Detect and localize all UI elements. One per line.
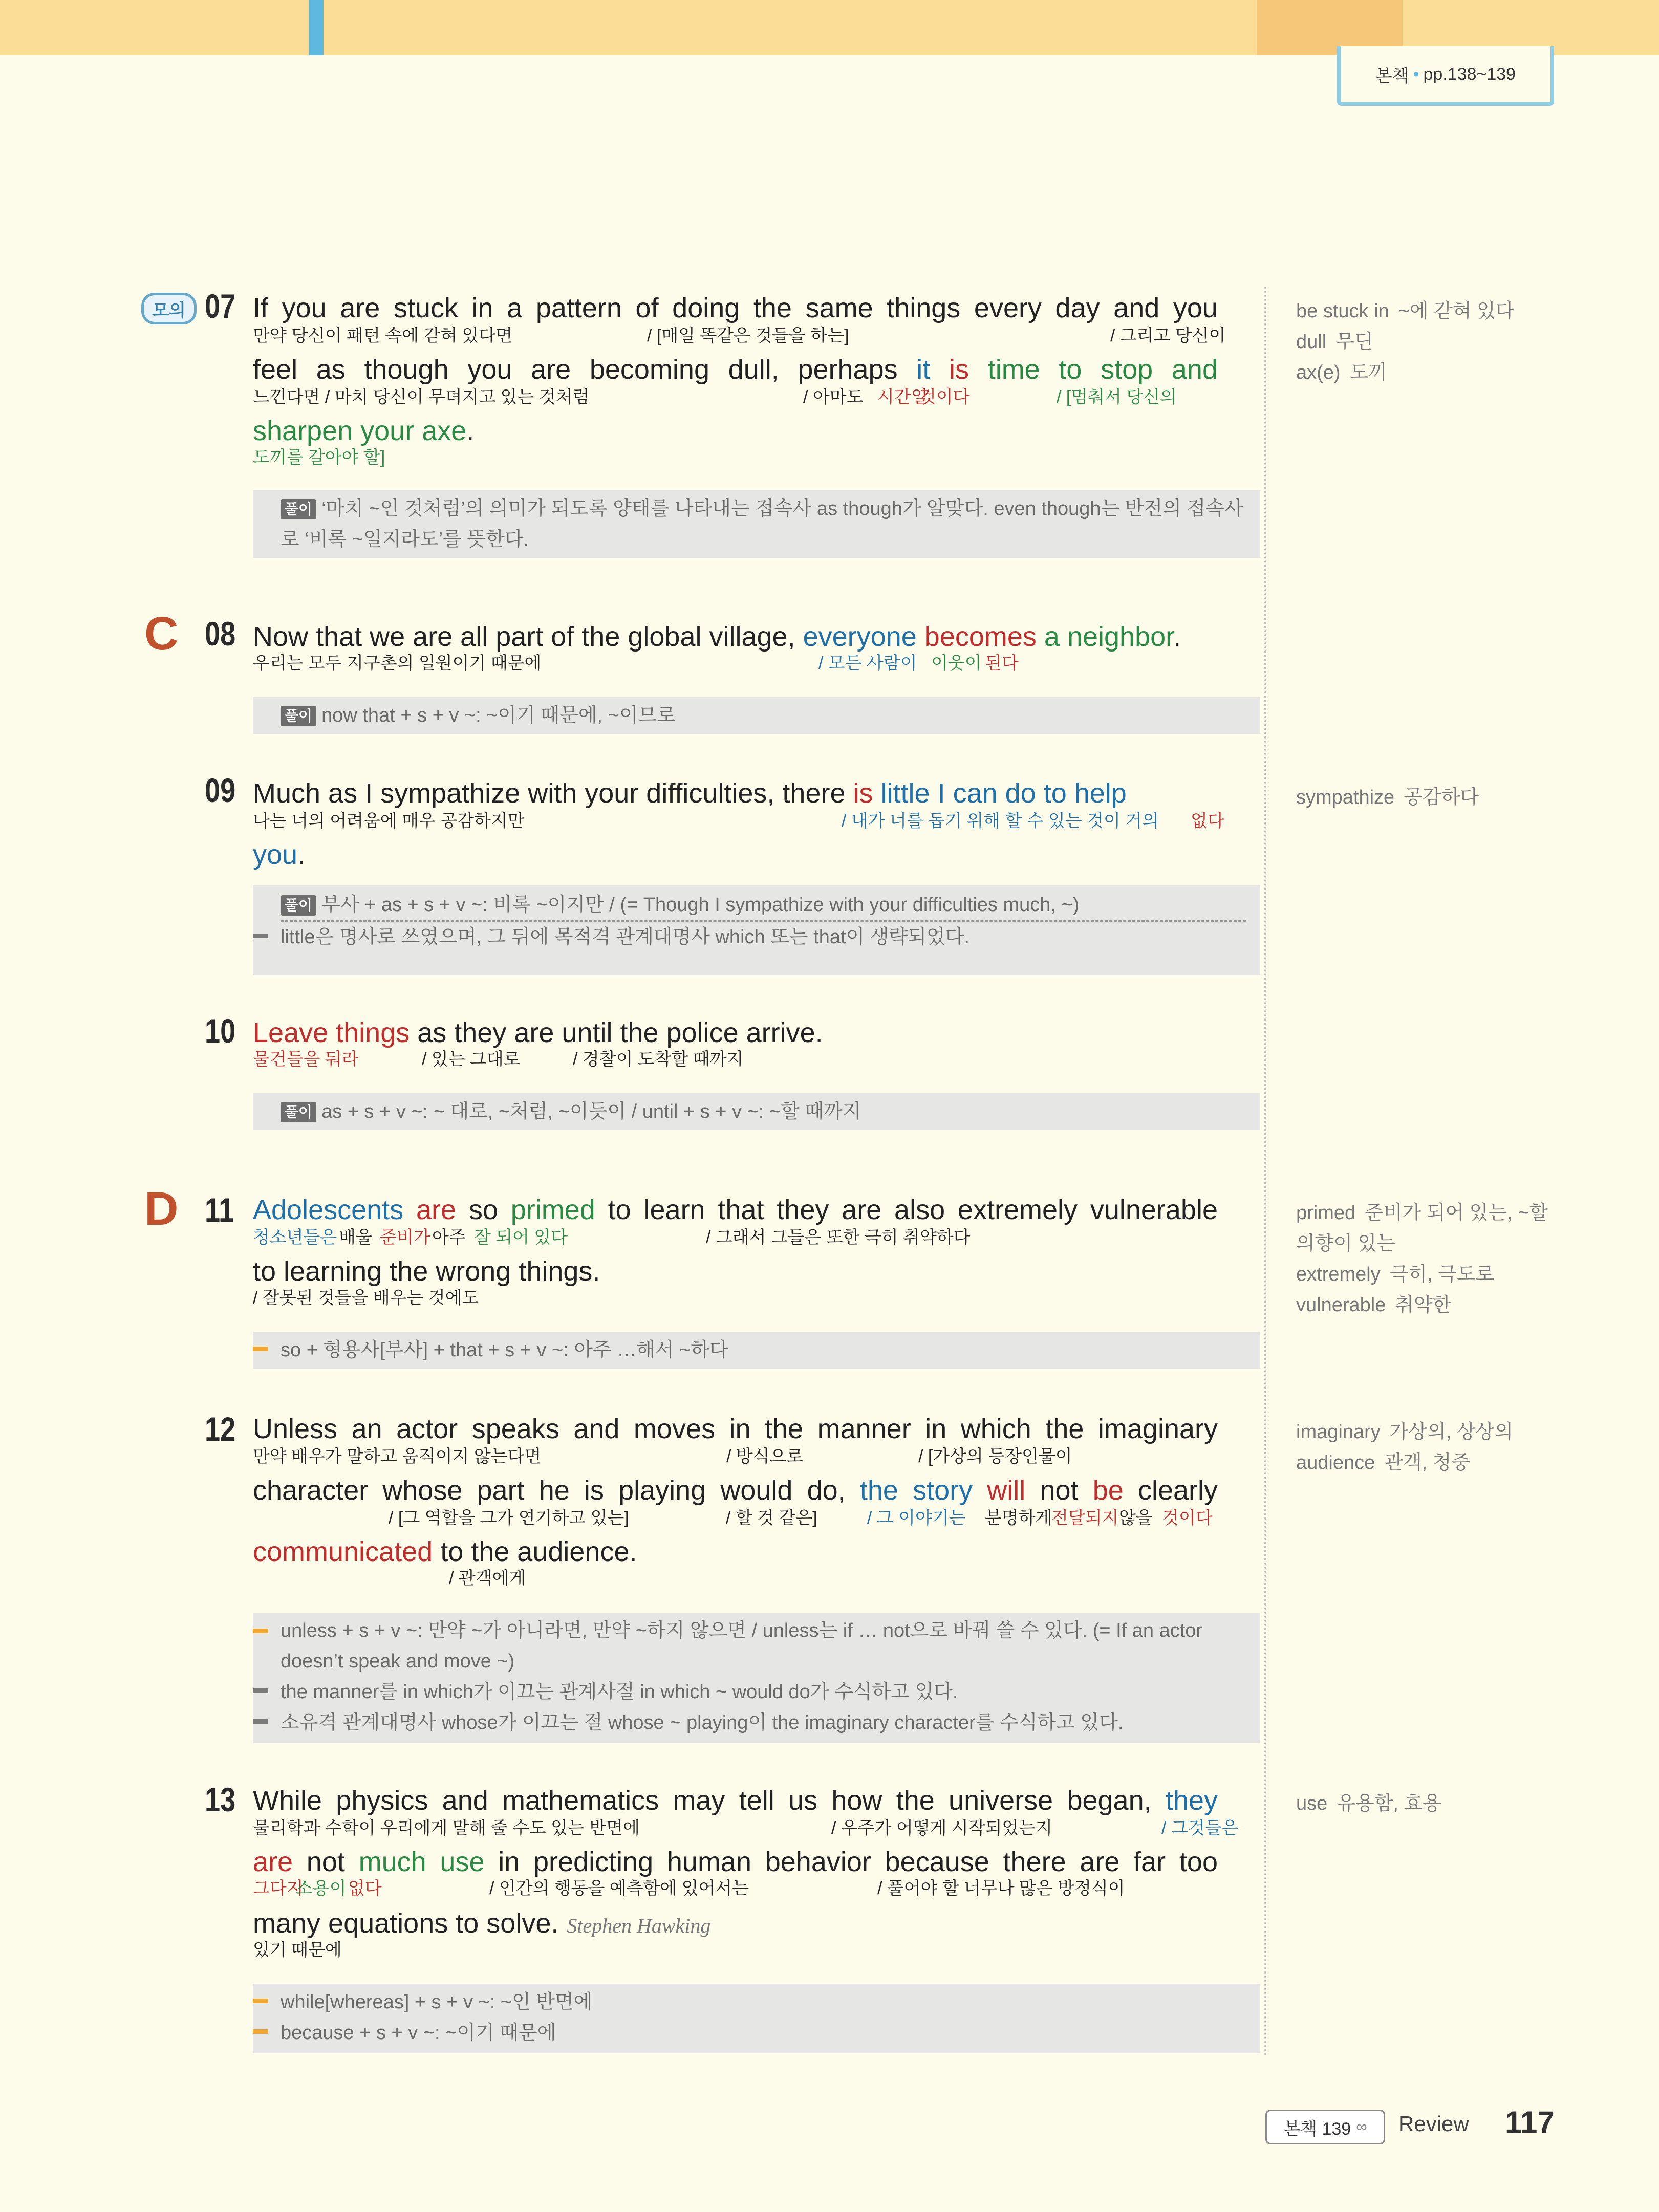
note-11: so + 형용사[부사] + that + s + v ~: 아주 …해서 ~하다 bbox=[253, 1332, 1260, 1369]
note-badge: 풀이 bbox=[281, 499, 316, 519]
note-12: unless + s + v ~: 만약 ~가 아니라면, 만약 ~하지 않으면 / unless는 if … not으로 바꿔 쓸 수 있다. (= If an actor doesn’t speak and move ~) the manner를 in which가 이끄는 관계사절 in which ~ would do가 수식하고 있다. 소유격 관계대명사 whose가 이끄는 절 whose ~ playing이 the imaginary character를 수식하고 있다. bbox=[253, 1613, 1260, 1743]
sentence-13-line2: are not much use in predicting human behavior because there are far too bbox=[253, 1847, 1218, 1877]
sentence-10: Leave things as they are until the police arrive. bbox=[253, 1017, 823, 1048]
bullet-bar bbox=[253, 1688, 268, 1693]
translation-09: 나는 너의 어려움에 매우 공감하지만 / 내가 너를 돕기 위해 할 수 있는 것이 거의 없다 bbox=[253, 811, 1224, 831]
footer-review-label: Review bbox=[1398, 2112, 1469, 2136]
vocab-07: be stuck in ~에 갇혀 있다 dull 무딘 ax(e) 도끼 bbox=[1296, 300, 1515, 383]
translation-13-line2: 그다지 소용이 없다 / 인간의 행동을 예측함에 있어서는 / 풀어야 할 너무나 많은 방정식이 bbox=[253, 1879, 1125, 1898]
translation-11-line2: / 잘못된 것들을 배우는 것에도 bbox=[253, 1288, 479, 1308]
sentence-12-line1: Unless an actor speaks and moves in the manner in which the imaginary bbox=[253, 1414, 1218, 1444]
sentence-11-line1: Adolescents are so primed to learn that they are also extremely vulnerable bbox=[253, 1195, 1218, 1225]
page-number: 117 bbox=[1505, 2105, 1555, 2139]
translation-13-line1: 물리학과 수학이 우리에게 말해 줄 수도 있는 반면에 / 우주가 어떻게 시작되었는지 / 그것들은 bbox=[253, 1818, 1239, 1838]
translation-11-line1: 청소년들은 배울 준비가 아주 잘 되어 있다 / 그래서 그들은 또한 극히 취약하다 bbox=[253, 1228, 971, 1247]
item-number-08: 08 bbox=[205, 615, 236, 653]
bullet-bar bbox=[253, 1719, 268, 1724]
note-badge: 풀이 bbox=[281, 1102, 316, 1122]
bullet-bar bbox=[253, 1999, 268, 2003]
translation-12-line3: / 관객에게 bbox=[449, 1569, 526, 1588]
sentence-13-line1: While physics and mathematics may tell us how the universe began, they bbox=[253, 1785, 1218, 1816]
sentence-09-line2: you. bbox=[253, 839, 306, 870]
book-ref-label: 본책 bbox=[1375, 66, 1409, 86]
book-reference-tab bbox=[1337, 46, 1554, 106]
translation-12-line2: / [그 역할을 그가 연기하고 있는] / 할 것 같은] / 그 이야기는 분명하게 전달되지 않을 것이다 bbox=[389, 1508, 1213, 1528]
item-number-07: 07 bbox=[205, 287, 236, 325]
margin-divider bbox=[1264, 287, 1266, 2057]
vocab-12: imaginary 가상의, 상상의 audience 관객, 청중 bbox=[1296, 1421, 1514, 1473]
bullet-bar bbox=[253, 934, 268, 938]
note-10: 풀이 as + s + v ~: ~ 대로, ~처럼, ~이듯이 / until + s + v ~: ~할 때까지 bbox=[253, 1093, 1260, 1130]
dot-icon: • bbox=[1413, 64, 1419, 84]
item-number-09: 09 bbox=[205, 771, 236, 809]
bullet-bar bbox=[253, 1629, 268, 1633]
banner-accent-blue bbox=[309, 0, 324, 55]
sentence-09-line1: Much as I sympathize with your difficulties, there is little I can do to help bbox=[253, 778, 1127, 809]
item-number-13: 13 bbox=[205, 1781, 236, 1818]
item-number-12: 12 bbox=[205, 1410, 236, 1448]
translation-08: 우리는 모두 지구촌의 일원이기 때문에 / 모든 사람이 이웃이 된다 bbox=[253, 654, 1019, 673]
translation-07-line2: 느낀다면 / 마치 당신이 무뎌지고 있는 것처럼 / 아마도 시간일 것이다 / [멈춰서 당신의 bbox=[253, 387, 1177, 407]
mock-exam-tag: 모의 bbox=[141, 293, 197, 324]
section-letter-d: D bbox=[144, 1183, 179, 1235]
section-letter-c: C bbox=[144, 608, 179, 660]
translation-13-line3: 있기 때문에 bbox=[253, 1940, 342, 1960]
vocab-09: sympathize 공감하다 bbox=[1296, 787, 1479, 808]
sentence-07-line1: If you are stuck in a pattern of doing the same things every day and you bbox=[253, 293, 1218, 323]
footer-book-reference: 본책 139 ∞ bbox=[1265, 2110, 1385, 2144]
note-07: 풀이 ‘마치 ~인 것처럼’의 의미가 되도록 양태를 나타내는 접속사 as though가 알맞다. even though는 반전의 접속사로 ‘비록 ~일지라도’를 뜻한다. bbox=[253, 490, 1260, 558]
sentence-11-line2: to learning the wrong things. bbox=[253, 1256, 600, 1287]
sentence-13-line3: many equations to solve. Stephen Hawking bbox=[253, 1908, 711, 1939]
note-09: 풀이 부사 + as + s + v ~: 비록 ~이지만 / (= Though I sympathize with your difficulties much, ~) little은 명사로 쓰였으며, 그 뒤에 목적격 관계대명사 which 또는 that이 생략되었다. bbox=[253, 885, 1260, 975]
item-number-10: 10 bbox=[205, 1012, 236, 1050]
translation-07-line1: 만약 당신이 패턴 속에 갇혀 있다면 / [매일 똑같은 것들을 하는] / 그리고 당신이 bbox=[253, 326, 1226, 345]
bullet-bar bbox=[253, 2029, 268, 2034]
note-badge: 풀이 bbox=[281, 706, 316, 726]
vocab-11: primed 준비가 되어 있는, ~할 의향이 있는 extremely 극히, 극도로 vulnerable 취약한 bbox=[1296, 1202, 1548, 1316]
translation-12-line1: 만약 배우가 말하고 움직이지 않는다면 / 방식으로 / [가상의 등장인물이 bbox=[253, 1447, 1072, 1466]
note-13: while[whereas] + s + v ~: ~인 반면에 because + s + v ~: ~이기 때문에 bbox=[253, 1984, 1260, 2053]
book-ref-pages: pp.138~139 bbox=[1423, 64, 1516, 84]
translation-10: 물건들을 둬라 / 있는 그대로 / 경찰이 도착할 때까지 bbox=[253, 1050, 744, 1069]
vocab-13: use 유용함, 효용 bbox=[1296, 1793, 1441, 1814]
bullet-bar bbox=[253, 1347, 268, 1351]
note-badge: 풀이 bbox=[281, 895, 316, 916]
sentence-12-line2: character whose part he is playing would do, the story will not be clearly bbox=[253, 1475, 1218, 1506]
sentence-08: Now that we are all part of the global village, everyone becomes a neighbor. bbox=[253, 621, 1181, 652]
item-number-11: 11 bbox=[205, 1191, 234, 1229]
author-name: Stephen Hawking bbox=[567, 1914, 711, 1937]
link-icon: ∞ bbox=[1356, 2118, 1367, 2135]
note-08: 풀이 now that + s + v ~: ~이기 때문에, ~이므로 bbox=[253, 697, 1260, 734]
sentence-12-line3: communicated to the audience. bbox=[253, 1536, 637, 1567]
translation-07-line3: 도끼를 갈아야 할] bbox=[253, 448, 385, 467]
sentence-07-line2: feel as though you are becoming dull, perhaps it is time to stop and bbox=[253, 354, 1218, 385]
sentence-07-line3: sharpen your axe. bbox=[253, 416, 475, 446]
